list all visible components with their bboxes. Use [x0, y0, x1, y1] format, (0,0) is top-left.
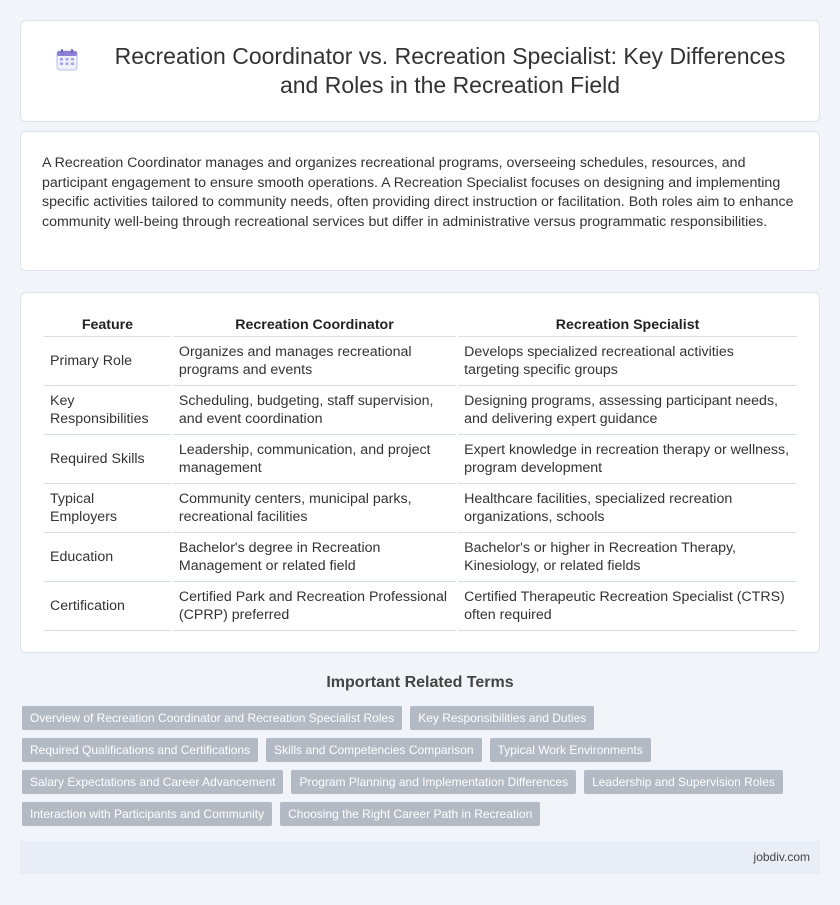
comparison-table: [42, 315, 799, 631]
tag-row: [22, 770, 822, 794]
related-term-tag[interactable]: Leadership and Supervision Roles: [584, 770, 783, 794]
coordinator-cell: Scheduling, budgeting, staff supervision, and event coordination: [173, 386, 456, 435]
header-recreation-coordinator: Recreation Coordinator: [173, 315, 456, 337]
feature-cell: Required Skills: [44, 435, 171, 484]
page-title: Recreation Coordinator vs. Recreation Specialist: Key Differences and Roles in the Recreation Field: [114, 43, 786, 98]
specialist-cell: Certified Therapeutic Recreation Specialist (CTRS) often required: [458, 582, 797, 631]
coordinator-cell: Organizes and manages recreational programs and events: [173, 337, 456, 386]
specialist-cell: Bachelor's or higher in Recreation Therapy, Kinesiology, or related fields: [458, 533, 797, 582]
feature-cell: Education: [44, 533, 171, 582]
related-term-tag[interactable]: Typical Work Environments: [490, 738, 651, 762]
coordinator-cell: Community centers, municipal parks, recreational facilities: [173, 484, 456, 533]
specialist-cell: Healthcare facilities, specialized recreation organizations, schools: [458, 484, 797, 533]
table-row: [44, 582, 797, 631]
table-row: [44, 337, 797, 386]
related-terms-list: [22, 706, 822, 834]
feature-cell: Typical Employers: [44, 484, 171, 533]
related-term-tag[interactable]: Skills and Competencies Comparison: [266, 738, 481, 762]
table-row: [44, 533, 797, 582]
tag-row: [22, 738, 822, 762]
coordinator-cell: Certified Park and Recreation Professional (CPRP) preferred: [173, 582, 456, 631]
footer-site-link[interactable]: jobdiv.com: [753, 850, 810, 864]
related-term-tag[interactable]: Overview of Recreation Coordinator and Recreation Specialist Roles: [22, 706, 402, 730]
table-header-row: [44, 315, 797, 337]
table-row: [44, 484, 797, 533]
coordinator-cell: Leadership, communication, and project management: [173, 435, 456, 484]
summary-paragraph: A Recreation Coordinator manages and organizes recreational programs, overseeing schedules, resources, and participant engagement to ensure smooth operations. A Recreation Specialist focuses on designing and implementing specific activities tailored to community needs, often providing direct instruction or facilitation. Both roles aim to enhance community well-being through recreational services but differ in administrative versus programmatic responsibilities.: [42, 155, 794, 230]
coordinator-cell: Bachelor's degree in Recreation Management or related field: [173, 533, 456, 582]
related-terms-title: Important Related Terms: [326, 674, 514, 691]
table-row: [44, 435, 797, 484]
specialist-cell: Designing programs, assessing participant needs, and delivering expert guidance: [458, 386, 797, 435]
tag-row: [22, 706, 822, 730]
related-term-tag[interactable]: Required Qualifications and Certifications: [22, 738, 258, 762]
tag-row: [22, 802, 822, 826]
related-term-tag[interactable]: Program Planning and Implementation Differences: [291, 770, 576, 794]
feature-cell: Primary Role: [44, 337, 171, 386]
specialist-cell: Develops specialized recreational activities targeting specific groups: [458, 337, 797, 386]
header-feature: Feature: [44, 315, 171, 337]
related-term-tag[interactable]: Interaction with Participants and Community: [22, 802, 272, 826]
summary-card: [20, 131, 820, 271]
related-term-tag[interactable]: Salary Expectations and Career Advancement: [22, 770, 283, 794]
specialist-cell: Expert knowledge in recreation therapy or wellness, program development: [458, 435, 797, 484]
table-row: [44, 386, 797, 435]
comparison-table-card: [20, 292, 820, 653]
header-recreation-specialist: Recreation Specialist: [458, 315, 797, 337]
related-term-tag[interactable]: Choosing the Right Career Path in Recreation: [280, 802, 540, 826]
related-term-tag[interactable]: Key Responsibilities and Duties: [410, 706, 594, 730]
feature-cell: Key Responsibilities: [44, 386, 171, 435]
footer-bar: [20, 841, 820, 874]
header-card: [20, 20, 820, 122]
feature-cell: Certification: [44, 582, 171, 631]
